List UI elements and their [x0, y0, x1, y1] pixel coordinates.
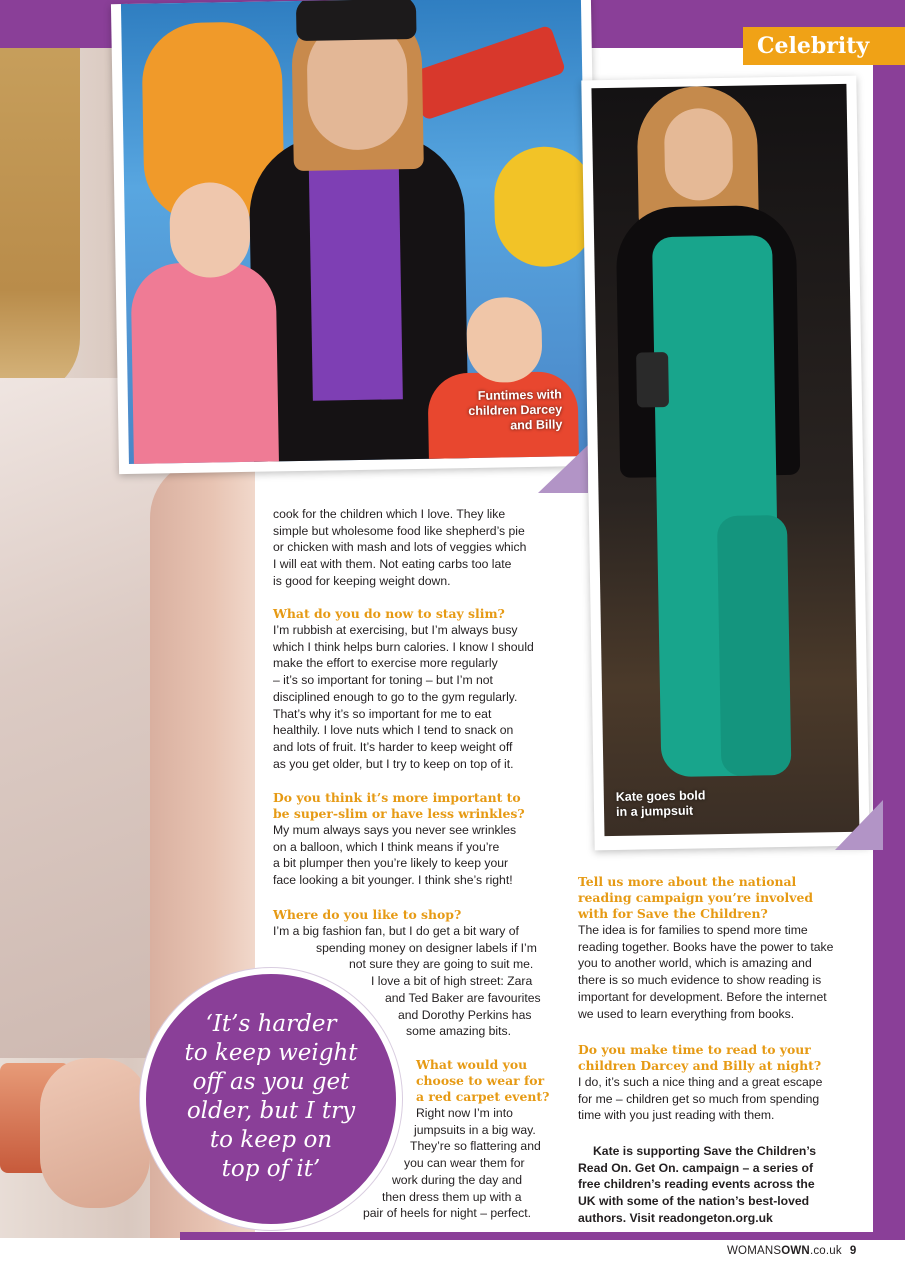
premiere-photo-image	[121, 0, 589, 464]
jumpsuit-photo-image	[591, 84, 859, 836]
qa-read-at-night: Do you make time to read to your children Darcey and Billy at night? I do, it’s such a nice thing and a great escape for me – children get so much from spending time with you just reading with them.	[578, 1042, 858, 1124]
photo-hair	[0, 48, 80, 398]
purple-frame-bottom	[180, 1232, 905, 1240]
question-heading: Where do you like to shop?	[273, 907, 462, 922]
qa-reading-campaign: Tell us more about the national reading campaign you’re involved with for Save the Children? The idea is for families to spend more time reading together. Books have the power to take you to another world, which is amazing and there is so much evidence to show reading is important for development. Before the internet we used to learn everything from books.	[578, 874, 858, 1022]
intro-paragraph: cook for the children which I love. They like simple but wholesome food like shepherd’s pie or chicken with mash and lots of veggies which I will eat with them. Not eating carbs too late is good for keeping weight down.	[273, 507, 527, 588]
footer-brand-bold: OWN	[781, 1245, 810, 1257]
question-heading: a red carpet event?	[416, 1089, 550, 1104]
purple-frame-right	[873, 0, 905, 1280]
page-footer	[727, 1245, 856, 1257]
premiere-photo	[111, 0, 599, 474]
photo-woman-hat	[296, 0, 417, 41]
question-heading: What would you	[416, 1057, 528, 1072]
campaign-outro: Kate is supporting Save the Children’s Read On. Get On. campaign – a series of free children’s reading events across the UK with some of the nation’s best-loved authors. Visit readongeton.org.uk	[578, 1144, 817, 1225]
question-heading: be super-slim or have less wrinkles?	[273, 806, 525, 821]
photo-woman-top	[309, 159, 403, 401]
qa-red-carpet: What would you choose to wear for a red carpet event? Right now I’m into jumpsuits in a big way. They’re so flattering and you can wear them for work during the day and then dress them up with a pair of heels for night – perfect.	[363, 1057, 563, 1222]
question-heading: Do you think it’s more important to	[273, 790, 521, 805]
question-heading: choose to wear for	[416, 1073, 545, 1088]
caption-triangle	[538, 445, 588, 493]
caption-right-photo: Kate goes bold in a jumpsuit	[615, 788, 706, 819]
photo-boy-face	[466, 297, 542, 383]
question-heading: with for Save the Children?	[578, 906, 768, 921]
jumpsuit-photo	[581, 76, 869, 851]
photo-kate-bag	[636, 352, 669, 408]
caption-top-photo: Funtimes with children Darcey and Billy	[468, 387, 563, 433]
qa-stay-slim: What do you do now to stay slim? I’m rubbish at exercising, but I’m always busy which I think helps burn calories. I know I should make the effort to exercise more regularly – it’s so important for toning – but I’m not disciplined enough to go to the gym regularly. That’s why it’s so important for me to eat healthily. I love nuts which I tend to snack on and lots of fruit. It’s harder to keep weight off as you get older, but I try to keep on top of it.	[273, 606, 563, 772]
footer-brand: WOMANS	[727, 1245, 782, 1257]
photo-hand	[40, 1058, 150, 1208]
page-number: 9	[849, 1245, 857, 1257]
poster-plane	[408, 25, 566, 121]
question-heading: reading campaign you’re involved	[578, 890, 814, 905]
photo-girl-face	[169, 182, 251, 278]
qa-slim-or-wrinkles: Do you think it’s more important to be super-slim or have less wrinkles? My mum always says you never see wrinkles on a balloon, which I think means if you’re a bit plumper then you’re likely to keep your face looking a bit younger. I think she’s right!	[273, 790, 563, 889]
caption-triangle-right	[835, 800, 883, 850]
photo-girl	[130, 261, 279, 464]
footer-domain: .co.uk	[809, 1245, 842, 1257]
question-heading: Do you make time to read to your	[578, 1042, 811, 1057]
photo-kate-face	[664, 108, 734, 201]
question-heading: What do you do now to stay slim?	[273, 606, 505, 621]
photo-kate-leg	[717, 515, 792, 776]
poster-snail-yellow	[493, 146, 588, 268]
question-heading: Tell us more about the national	[578, 874, 797, 889]
question-heading: children Darcey and Billy at night?	[578, 1058, 822, 1073]
section-tab: Celebrity	[743, 27, 905, 65]
pull-quote: ‘It’s harder to keep weight off as you get older, but I try to keep on top of it’	[140, 968, 402, 1230]
qa-shopping: Where do you like to shop? I’m a big fashion fan, but I do get a bit wary of spending money on designer labels if I’m not sure they are going to suit me. I love a bit of high street: Zara and Ted Baker are favourites and Dorothy Perkins has some amazing bits.	[273, 907, 563, 1040]
